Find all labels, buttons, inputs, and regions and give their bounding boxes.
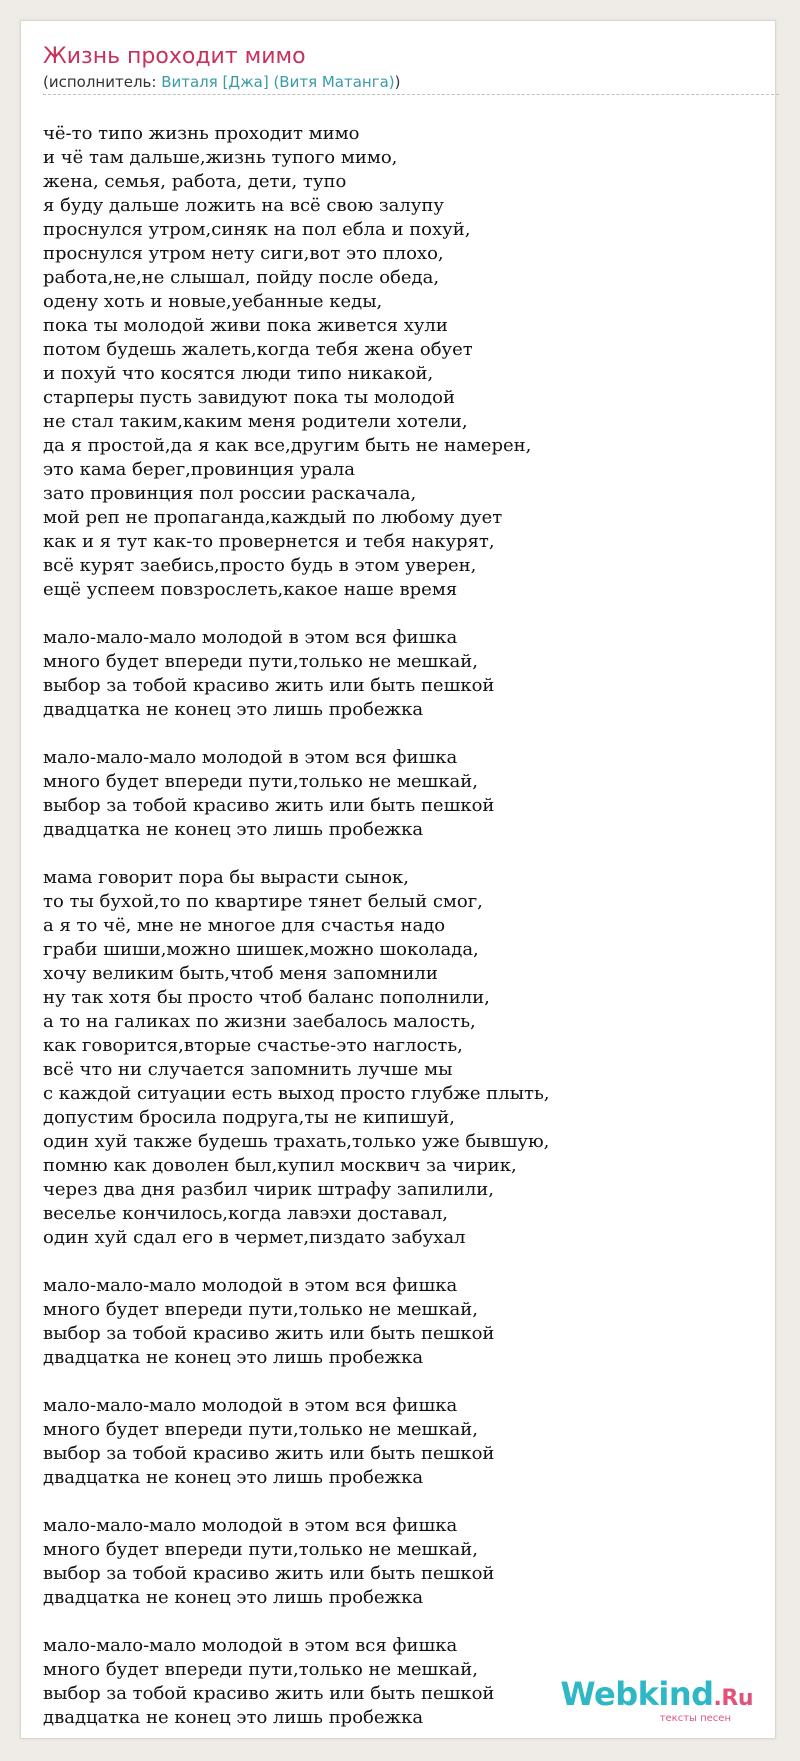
lyrics-line: работа,не,не слышал, пойду после обеда, bbox=[43, 267, 440, 288]
lyrics-line: много будет впереди пути,только не мешкай, bbox=[43, 1299, 478, 1320]
lyrics-line: проснулся утром нету сиги,вот это плохо, bbox=[43, 243, 444, 264]
lyrics-line: чё-то типо жизнь проходит мимо bbox=[43, 123, 360, 144]
lyrics-line: всё курят заебись,просто будь в этом уверен, bbox=[43, 555, 477, 576]
lyrics-line: мало-мало-мало молодой в этом вся фишка bbox=[43, 1275, 458, 1296]
lyrics-line: и похуй что косятся люди типо никакой, bbox=[43, 363, 434, 384]
lyrics-line: пока ты молодой живи пока живется хули bbox=[43, 315, 448, 336]
lyrics-line: одену хоть и новые,уебанные кеды, bbox=[43, 291, 383, 312]
lyrics-line: выбор за тобой красиво жить или быть пешкой bbox=[43, 1443, 495, 1464]
lyrics-line: как и я тут как-то провернется и тебя накурят, bbox=[43, 531, 495, 552]
lyrics-line: двадцатка не конец это лишь пробежка bbox=[43, 1707, 424, 1728]
lyrics-line: один хуй сдал его в чермет,пиздато забухал bbox=[43, 1227, 466, 1248]
lyrics-line: один хуй также будешь трахать,только уже бывшую, bbox=[43, 1131, 550, 1152]
lyrics-line: граби шиши,можно шишек,можно шоколада, bbox=[43, 939, 479, 960]
lyrics-line: мало-мало-мало молодой в этом вся фишка bbox=[43, 627, 458, 648]
lyrics-line: с каждой ситуации есть выход просто глубже плыть, bbox=[43, 1083, 550, 1104]
lyrics-line: ну так хотя бы просто чтоб баланс пополнили, bbox=[43, 987, 490, 1008]
lyrics-line: это кама берег,провинция урала bbox=[43, 459, 355, 480]
lyrics-line: потом будешь жалеть,когда тебя жена обует bbox=[43, 339, 473, 360]
lyrics-line: мама говорит пора бы вырасти сынок, bbox=[43, 867, 410, 888]
lyrics-line: как говорится,вторые счастье-это наглость, bbox=[43, 1035, 463, 1056]
webkind-logo[interactable] bbox=[560, 1677, 753, 1724]
lyrics-line: зато провинция пол россии раскачала, bbox=[43, 483, 417, 504]
lyrics-line: двадцатка не конец это лишь пробежка bbox=[43, 819, 424, 840]
lyrics-line: выбор за тобой красиво жить или быть пешкой bbox=[43, 675, 495, 696]
lyrics-line: двадцатка не конец это лишь пробежка bbox=[43, 1467, 424, 1488]
performer-suffix: ) bbox=[394, 73, 401, 91]
lyrics-line: выбор за тобой красиво жить или быть пешкой bbox=[43, 1323, 495, 1344]
lyrics-line: много будет впереди пути,только не мешкай, bbox=[43, 651, 478, 672]
lyrics-line: выбор за тобой красиво жить или быть пешкой bbox=[43, 795, 495, 816]
lyrics-stanza bbox=[43, 746, 763, 842]
lyrics-stanza bbox=[43, 626, 763, 722]
performer-link[interactable]: Виталя [Джа] (Витя Матанга) bbox=[161, 73, 395, 91]
lyrics-stanza bbox=[43, 1274, 763, 1370]
lyrics-line: да я простой,да я как все,другим быть не намерен, bbox=[43, 435, 532, 456]
lyrics-stanza bbox=[43, 1394, 763, 1490]
lyrics-line: а то на галиках по жизни заебалось малость, bbox=[43, 1011, 476, 1032]
lyrics-line: и чё там дальше,жизнь тупого мимо, bbox=[43, 147, 398, 168]
lyrics-line: мой реп не пропаганда,каждый по любому дует bbox=[43, 507, 503, 528]
lyrics-line: много будет впереди пути,только не мешкай, bbox=[43, 1539, 478, 1560]
lyrics-line: а я то чё, мне не многое для счастья надо bbox=[43, 915, 446, 936]
lyrics-line: выбор за тобой красиво жить или быть пешкой bbox=[43, 1683, 495, 1704]
lyrics-line: я буду дальше ложить на всё свою залупу bbox=[43, 195, 445, 216]
lyrics-line: помню как доволен был,купил москвич за чирик, bbox=[43, 1155, 517, 1176]
lyrics-line: двадцатка не конец это лишь пробежка bbox=[43, 699, 424, 720]
lyrics-line: веселье кончилось,когда лавэхи доставал, bbox=[43, 1203, 448, 1224]
logo-word: Webkind bbox=[560, 1675, 714, 1713]
lyrics-line: допустим бросила подруга,ты не кипишуй, bbox=[43, 1107, 456, 1128]
lyrics-line: хочу великим быть,чтоб меня запомнили bbox=[43, 963, 438, 984]
lyrics-line: то ты бухой,то по квартире тянет белый смог, bbox=[43, 891, 483, 912]
divider bbox=[43, 94, 779, 95]
lyrics-line: мало-мало-мало молодой в этом вся фишка bbox=[43, 1515, 458, 1536]
performer-prefix: (исполнитель: bbox=[43, 73, 162, 91]
lyrics-line: мало-мало-мало молодой в этом вся фишка bbox=[43, 1395, 458, 1416]
logo-tld: .Ru bbox=[713, 1686, 753, 1711]
lyrics-line: жена, семья, работа, дети, тупо bbox=[43, 171, 347, 192]
lyrics-line: мало-мало-мало молодой в этом вся фишка bbox=[43, 747, 458, 768]
lyrics-line: ещё успеем повзрослеть,какое наше время bbox=[43, 579, 458, 600]
lyrics-line: много будет впереди пути,только не мешкай, bbox=[43, 1419, 478, 1440]
lyrics-line: через два дня разбил чирик штрафу запилили, bbox=[43, 1179, 495, 1200]
lyrics-line: много будет впереди пути,только не мешкай, bbox=[43, 771, 478, 792]
performer-line bbox=[43, 72, 401, 92]
lyrics-line: проснулся утром,синяк на пол ебла и похуй, bbox=[43, 219, 471, 240]
lyrics-stanza bbox=[43, 1514, 763, 1610]
lyrics-line: старперы пусть завидуют пока ты молодой bbox=[43, 387, 455, 408]
lyrics-line: мало-мало-мало молодой в этом вся фишка bbox=[43, 1635, 458, 1656]
song-title: Жизнь проходит мимо bbox=[43, 44, 306, 69]
lyrics-stanza bbox=[43, 122, 763, 602]
lyrics-line: двадцатка не конец это лишь пробежка bbox=[43, 1347, 424, 1368]
lyrics-body bbox=[43, 122, 763, 1730]
lyrics-line: не стал таким,каким меня родители хотели, bbox=[43, 411, 468, 432]
lyrics-line: всё что ни случается запомнить лучше мы bbox=[43, 1059, 453, 1080]
logo-tagline: тексты песен bbox=[659, 1713, 731, 1724]
lyrics-line: выбор за тобой красиво жить или быть пешкой bbox=[43, 1563, 495, 1584]
lyrics-stanza bbox=[43, 866, 763, 1250]
lyrics-card bbox=[20, 20, 776, 1739]
lyrics-line: двадцатка не конец это лишь пробежка bbox=[43, 1587, 424, 1608]
lyrics-line: много будет впереди пути,только не мешкай, bbox=[43, 1659, 478, 1680]
